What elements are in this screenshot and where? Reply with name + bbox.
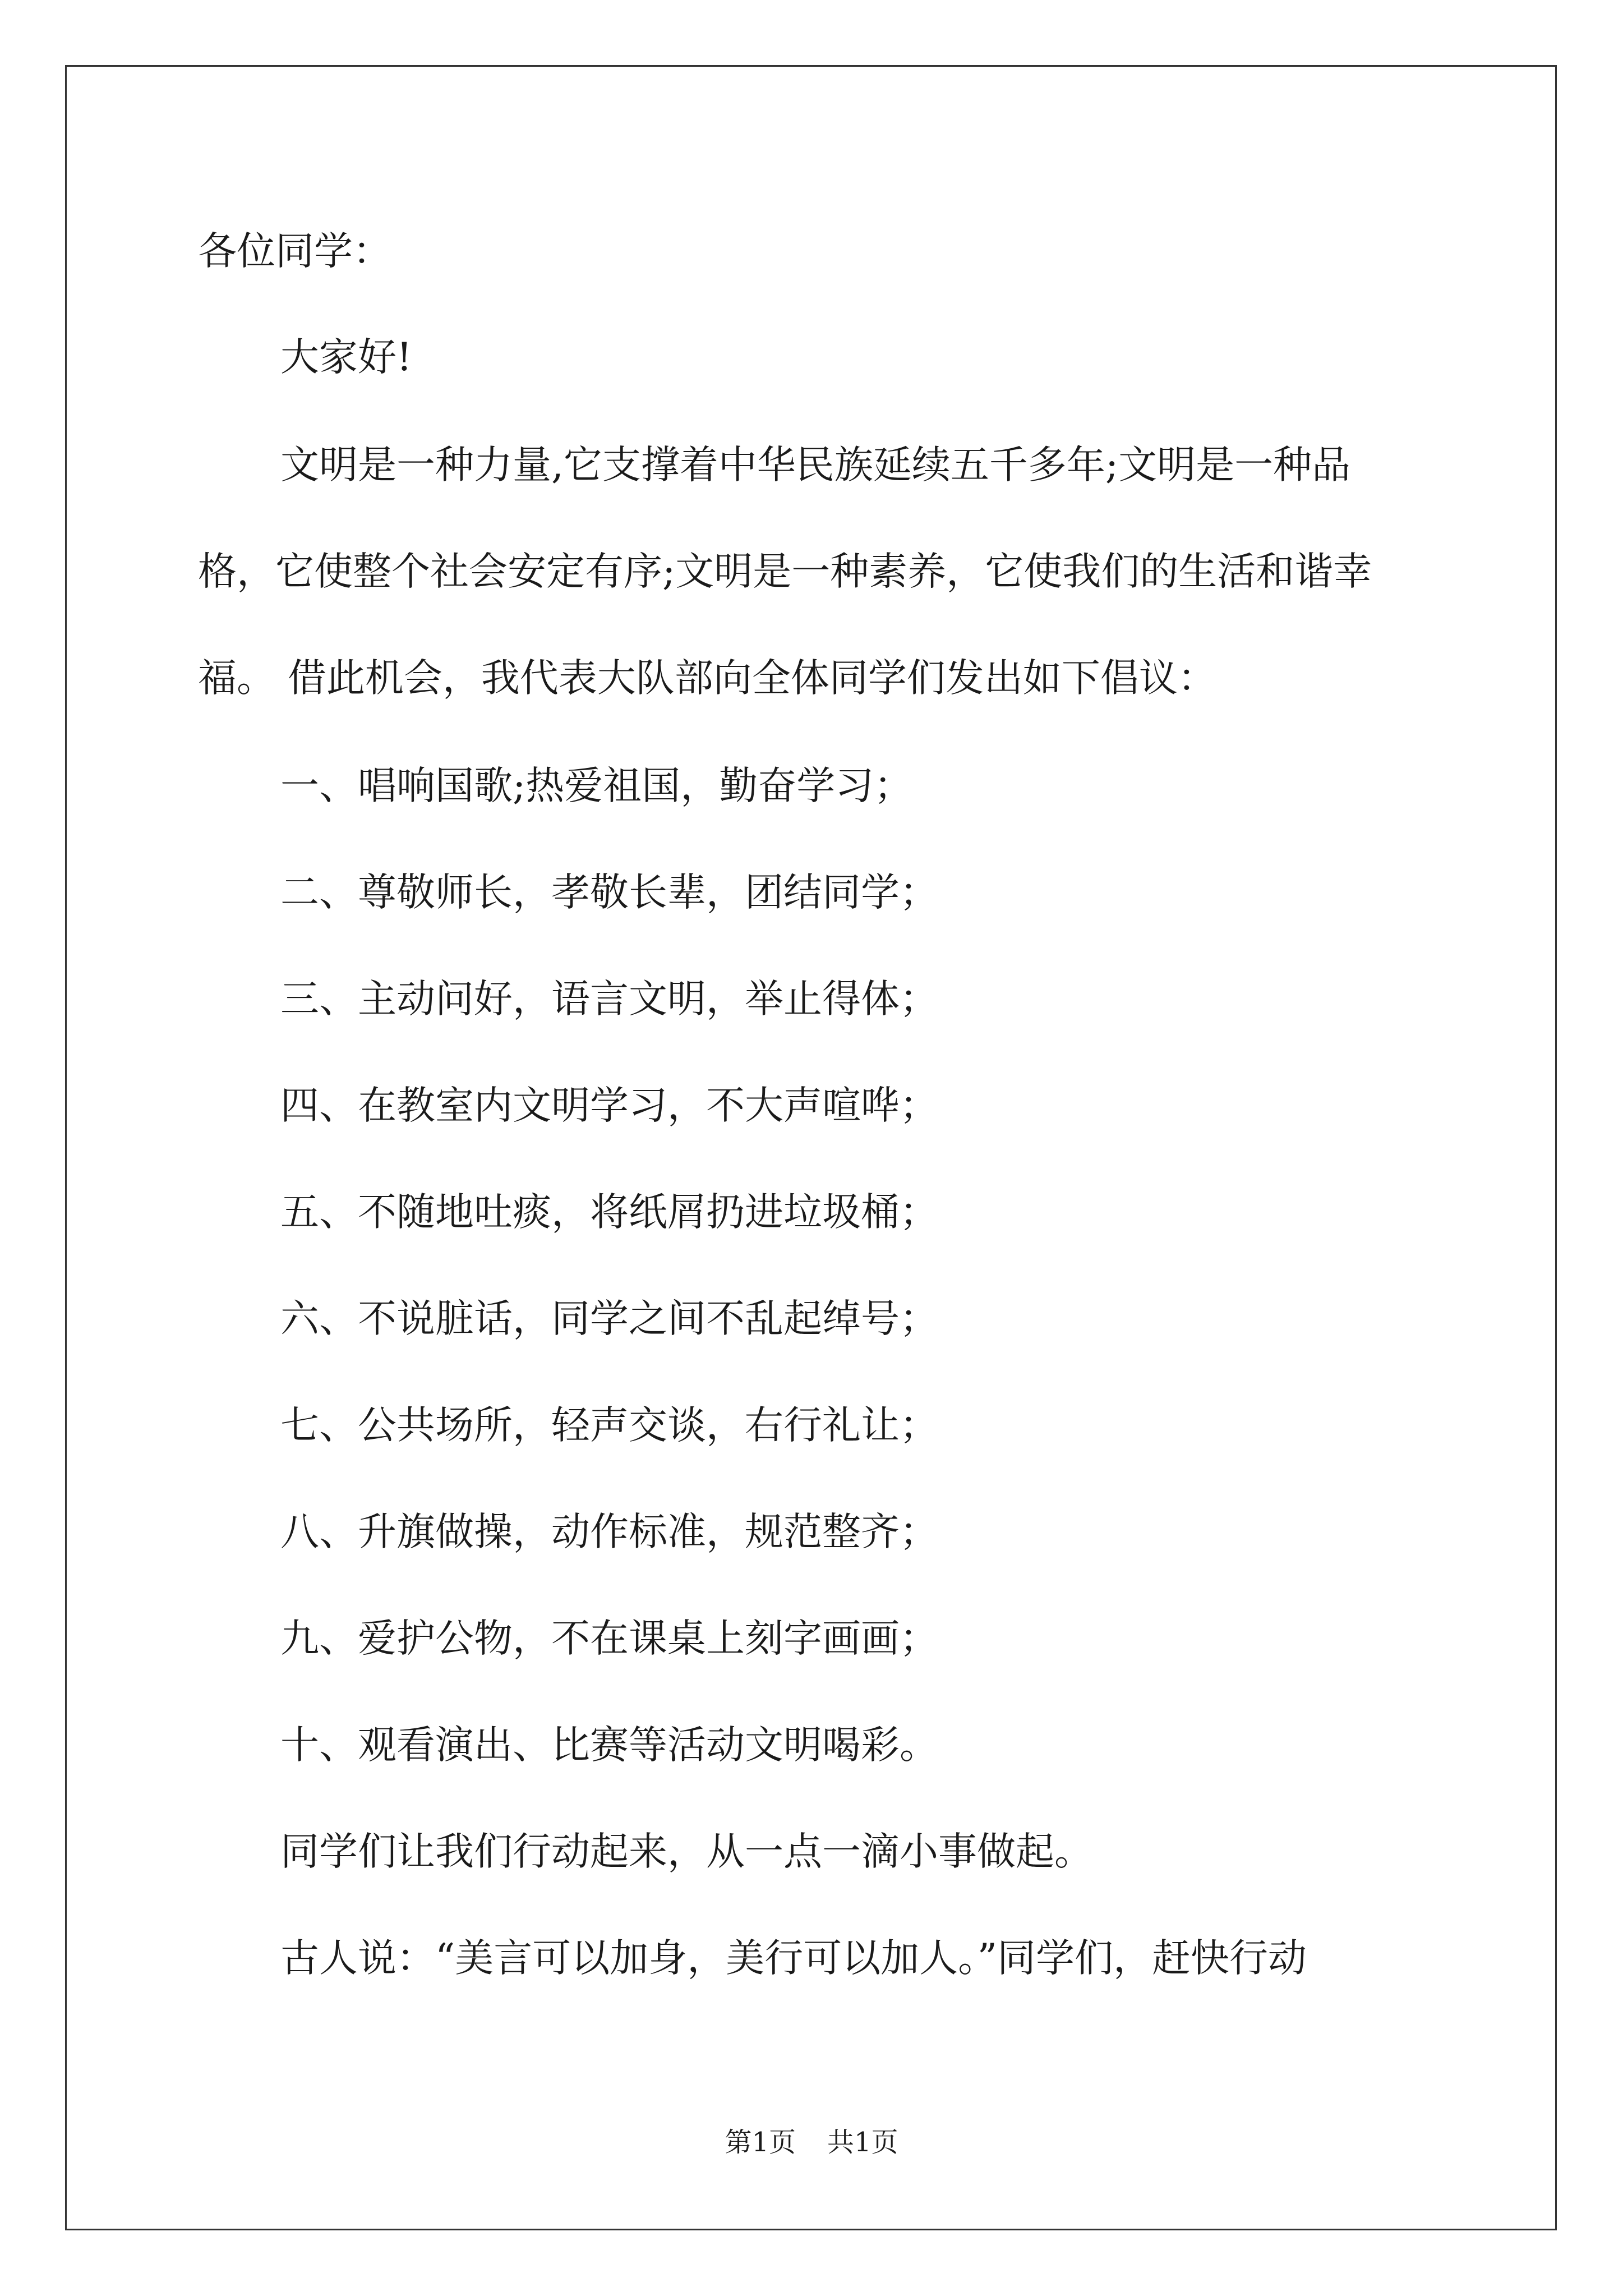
list-item: 一、唱响国歌;热爱祖国，勤奋学习；: [280, 763, 913, 808]
list-item: 十、观看演出、比赛等活动文明喝彩。: [280, 1723, 938, 1768]
page-footer: [0, 2129, 1623, 2156]
list-item: 二、尊敬师长，孝敬长辈，团结同学；: [280, 870, 938, 915]
greeting: 大家好!: [280, 335, 412, 380]
list-item: 三、主动问好，语言文明，举止得体；: [280, 977, 938, 1022]
quote-line: 古人说：“美言可以加身，美行可以加人。”同学们，赶快行动: [280, 1936, 1307, 1981]
page-number-total: 共1页: [827, 2127, 898, 2158]
list-item: 九、爱护公物，不在课桌上刻字画画；: [280, 1616, 938, 1661]
page-border: [65, 65, 1557, 2230]
paragraph-line: 格，它使整个社会安定有序;文明是一种素养，它使我们的生活和谐幸: [198, 549, 1372, 594]
paragraph-line: 文明是一种力量,它支撑着中华民族延续五千多年;文明是一种品: [280, 443, 1351, 487]
list-item: 八、升旗做操，动作标准，规范整齐；: [280, 1510, 938, 1554]
list-item: 四、在教室内文明学习，不大声喧哗；: [280, 1083, 938, 1128]
call-to-action: 同学们让我们行动起来，从一点一滴小事做起。: [280, 1829, 1093, 1874]
list-item: 六、不说脏话，同学之间不乱起绰号；: [280, 1296, 938, 1341]
page-number-current: 第1页: [725, 2127, 796, 2158]
paragraph-line: 福。 借此机会，我代表大队部向全体同学们发出如下倡议：: [198, 656, 1216, 701]
salutation: 各位同学：: [198, 229, 391, 274]
list-item: 五、不随地吐痰，将纸屑扔进垃圾桶；: [280, 1190, 938, 1235]
list-item: 七、公共场所，轻声交谈，右行礼让；: [280, 1403, 938, 1448]
